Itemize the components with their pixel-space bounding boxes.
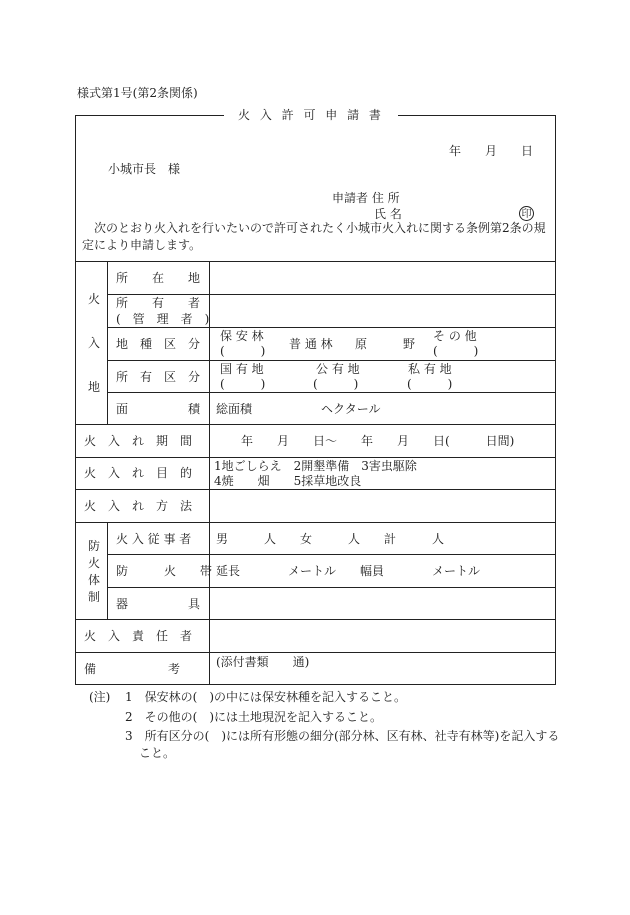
ownership-national: 国 有 地: [220, 362, 264, 376]
area-unit: ヘクタール: [321, 402, 381, 416]
note-item-3: 3 所有区分の( )には所有形態の細分(部分林、区有林、社寺有林等)を記入すること。: [125, 729, 560, 760]
addressee: 小城市長 様: [108, 162, 181, 176]
workers-label: 火 入 従 事 者: [116, 532, 192, 546]
applicant-address-label: 申請者 住 所: [332, 191, 400, 205]
area-label: 面 積: [116, 402, 201, 416]
purpose-label: 火 入 れ 目 的: [84, 466, 193, 480]
purpose-line-2: 4焼 畑 5採草地改良: [214, 474, 362, 488]
intro-text: 次のとおり火入れを行いたいので許可されたく小城市火入れに関する条例第2条の規定により申請します。: [82, 221, 546, 252]
land-type-other-paren: ( ): [433, 344, 479, 358]
fire-prevention-char-4: 制: [88, 590, 101, 604]
ownership-public: 公 有 地: [316, 362, 360, 376]
land-type-hoan-paren: ( ): [220, 344, 266, 358]
applicant-name-label: 氏 名: [374, 207, 402, 221]
ownership-private-paren: ( ): [407, 377, 453, 391]
date-line: 年 月 日: [449, 144, 534, 158]
note-item-2: 2 その他の( )には土地現況を記入すること。: [125, 710, 382, 724]
remarks-value: (添付書類 通): [216, 655, 310, 669]
form-title: 火 入 許 可 申 請 書: [224, 109, 398, 121]
ownership-label: 所 有 区 分: [116, 370, 201, 384]
firebreak-label: 防 火 帯: [116, 564, 213, 578]
land-type-genya: 原 野: [355, 337, 416, 351]
owner-label: 所 有 者: [116, 296, 201, 310]
fire-prevention-char-3: 体: [88, 573, 101, 587]
manager-label: ( 管 理 者 ): [116, 312, 210, 326]
equipment-label: 器 具: [116, 597, 201, 611]
land-type-futsu: 普 通 林: [289, 337, 333, 351]
fire-land-group-char-2: 入: [88, 336, 101, 350]
purpose-line-1: 1地ごしらえ 2開墾準備 3害虫駆除: [214, 459, 417, 473]
fire-prevention-char-2: 火: [88, 556, 101, 570]
land-type-hoan: 保 安 林: [220, 329, 264, 343]
land-type-other: そ の 他: [433, 329, 477, 343]
ownership-public-paren: ( ): [313, 377, 359, 391]
seal-mark: 印: [519, 206, 534, 221]
location-label: 所 在 地: [116, 271, 201, 285]
ownership-private: 私 有 地: [408, 362, 452, 376]
remarks-label: 備 考: [84, 662, 181, 676]
ownership-national-paren: ( ): [220, 377, 266, 391]
fire-prevention-char-1: 防: [88, 539, 101, 553]
fire-land-group-char-3: 地: [88, 380, 101, 394]
period-value: 年 月 日〜 年 月 日( 日間): [241, 434, 515, 448]
notes-prefix: (注): [89, 690, 111, 704]
note-item-1: 1 保安林の( )の中には保安林種を記入すること。: [125, 690, 407, 704]
workers-value: 男 人 女 人 計 人: [216, 532, 445, 546]
area-total: 総面積: [216, 402, 253, 416]
form-number: 様式第1号(第2条関係): [77, 86, 198, 100]
firebreak-value: 延長 メートル 幅員 メートル: [216, 564, 481, 578]
land-type-label: 地 種 区 分: [116, 337, 201, 351]
fire-land-group-char-1: 火: [88, 292, 101, 306]
method-label: 火 入 れ 方 法: [84, 499, 193, 513]
responsible-label: 火 入 責 任 者: [84, 629, 193, 643]
period-label: 火 入 れ 期 間: [84, 434, 193, 448]
